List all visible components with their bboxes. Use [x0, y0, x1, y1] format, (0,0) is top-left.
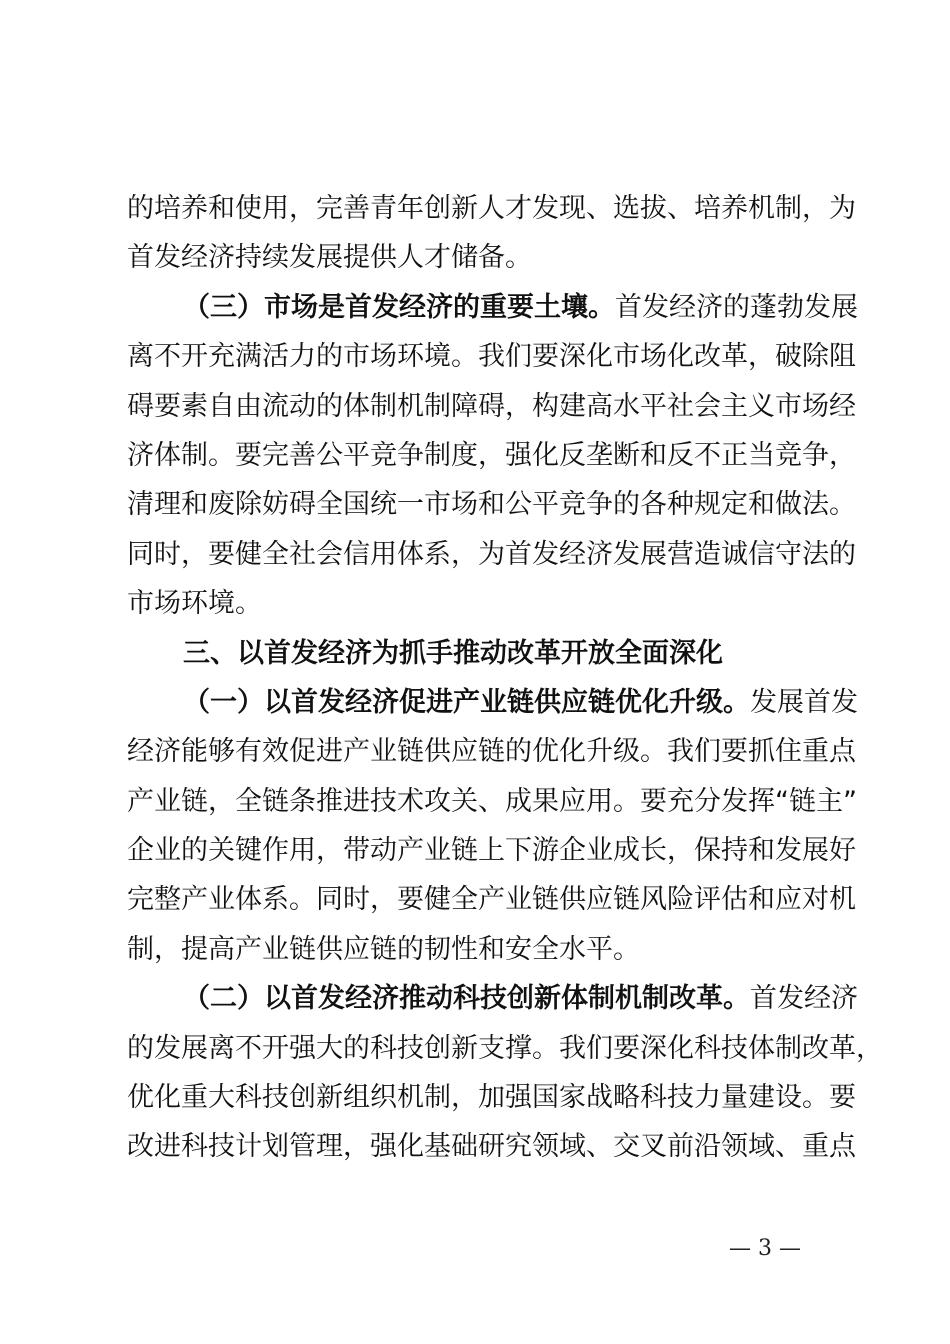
text-line-5 [127, 382, 856, 431]
line-text: 完整产业体系。同时，要健全产业链供应链风险评估和应对机 [127, 884, 856, 916]
line-text: 市场环境。 [127, 588, 262, 620]
paragraph-heading-1 [127, 678, 858, 727]
line-text: 离不开充满活力的市场环境。我们要深化市场化改革，破除阻 [127, 341, 856, 373]
text-line-4 [127, 332, 856, 381]
line-text: 企业的关键作用，带动产业链上下游企业成长，保持和发展好 [127, 835, 856, 867]
line-text: 同时，要健全社会信用体系，为首发经济发展营造诚信守法的 [127, 538, 856, 570]
line-text: 首发经济持续发展提供人才储备。 [127, 242, 532, 274]
text-line-7 [127, 480, 856, 529]
page-number: — 3 — [729, 1236, 801, 1261]
section-title: 三、以首发经济为抓手推动改革开放全面深化 [183, 637, 723, 669]
line-text: 的发展离不开强大的科技创新支撑。我们要深化科技体制改革， [127, 1032, 883, 1064]
line-text: 发展首发 [750, 686, 858, 718]
text-line-13 [127, 777, 857, 826]
line-text: 经济能够有效促进产业链供应链的优化升级。我们要抓住重点 [127, 736, 856, 768]
paragraph-heading-2 [127, 974, 858, 1023]
text-line-16 [127, 925, 833, 974]
text-line-19 [127, 1073, 856, 1122]
line-text: 首发经济的蓬勃发展 [615, 291, 858, 323]
line-text: 碍要素自由流动的体制机制障碍，构建高水平社会主义市场经 [127, 390, 856, 422]
line-text: 制，提高产业链供应链的韧性和安全水平。 [127, 933, 640, 965]
text-line-9 [127, 579, 833, 628]
line-text: 改进科技计划管理，强化基础研究领域、交叉前沿领域、重点 [127, 1131, 856, 1163]
line-text: 产业链，全链条推进技术攻关、成果应用。要充分发挥“链主” [127, 785, 857, 817]
text-line-18 [127, 1024, 883, 1073]
text-line-2 [127, 233, 833, 282]
bold-lead: （三）市场是首发经济的重要土壤。 [183, 291, 615, 323]
line-text: 的培养和使用，完善青年创新人才发现、选拔、培养机制，为 [127, 193, 856, 224]
text-line-14 [127, 826, 856, 875]
text-line-15 [127, 875, 856, 924]
line-text: 清理和废除妨碍全国统一市场和公平竞争的各种规定和做法。 [127, 489, 856, 521]
line-text: 济体制。要完善公平竞争制度，强化反垄断和反不正当竞争， [127, 439, 856, 471]
bold-lead: （一）以首发经济促进产业链供应链优化升级。 [183, 686, 750, 718]
text-line-1 [127, 184, 856, 233]
section-heading [127, 629, 833, 678]
text-line-20 [127, 1122, 856, 1171]
text-line-12 [127, 727, 856, 776]
document-body [127, 184, 883, 1172]
text-line-6 [127, 431, 856, 480]
line-text: 优化重大科技创新组织机制，加强国家战略科技力量建设。要 [127, 1082, 856, 1114]
line-text: 首发经济 [750, 983, 858, 1015]
bold-lead: （二）以首发经济推动科技创新体制机制改革。 [183, 983, 750, 1015]
paragraph-heading-3 [127, 283, 858, 332]
text-line-8 [127, 530, 856, 579]
